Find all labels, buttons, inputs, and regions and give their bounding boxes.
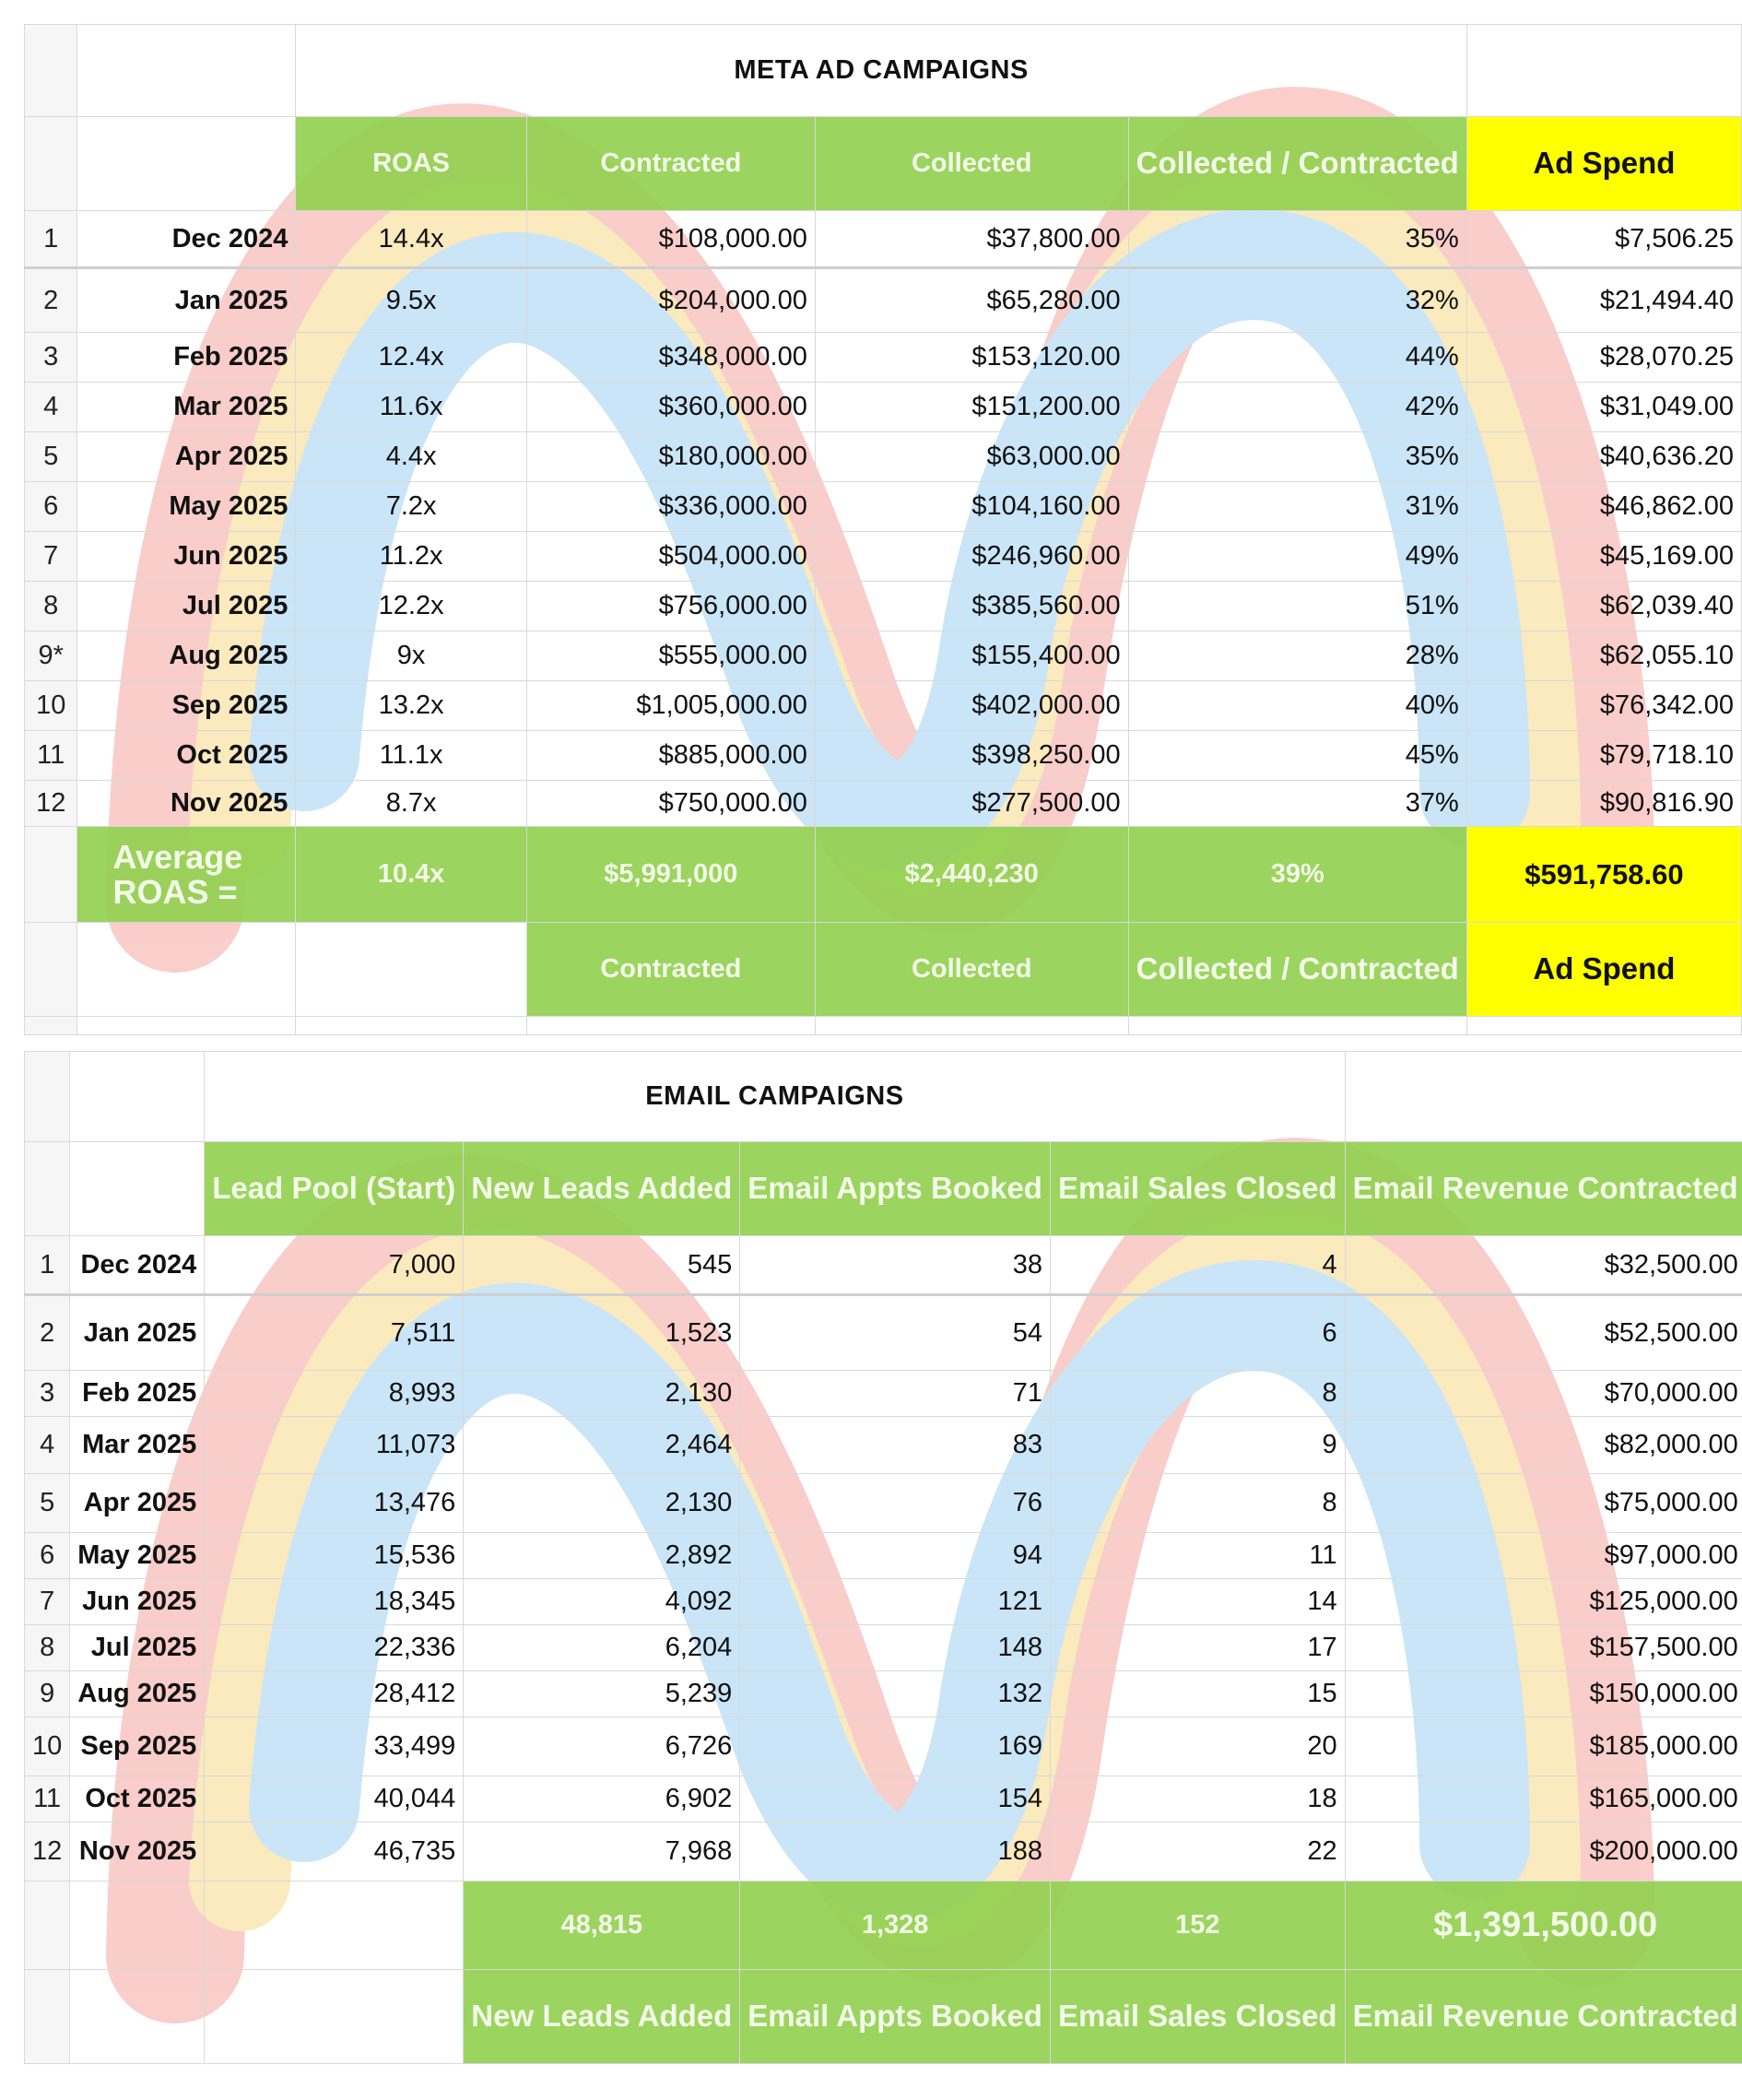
header-collected[interactable]: Collected	[815, 117, 1128, 211]
footer-email-sales[interactable]: Email Sales Closed	[1050, 1970, 1345, 2064]
email-revenue-cell[interactable]: $165,000.00	[1345, 1776, 1742, 1823]
header-new-leads[interactable]: New Leads Added	[464, 1142, 740, 1236]
roas-cell[interactable]: 11.6x	[296, 383, 527, 432]
table-row	[25, 268, 1742, 333]
table-row	[25, 1533, 1742, 1579]
lead-pool-cell[interactable]: 7,000	[205, 1236, 464, 1295]
table-row	[25, 482, 1742, 532]
lead-pool-cell[interactable]: 7,511	[205, 1295, 464, 1371]
month-cell[interactable]: Apr 2025	[70, 1474, 205, 1533]
table-row	[25, 1625, 1742, 1671]
email-header-row	[25, 1142, 1742, 1236]
row-number: 4	[25, 383, 77, 432]
row-number: 7	[25, 532, 77, 582]
month-cell[interactable]: Dec 2024	[70, 1236, 205, 1295]
email-revenue-cell[interactable]: $185,000.00	[1345, 1717, 1742, 1776]
roas-cell[interactable]: 11.2x	[296, 532, 527, 582]
title-row	[25, 25, 1742, 117]
email-appts-cell[interactable]: 94	[740, 1533, 1051, 1579]
new-leads-cell[interactable]: 2,464	[464, 1417, 740, 1474]
row-number: 11	[25, 731, 77, 781]
header-ad-spend[interactable]: Ad Spend	[1466, 117, 1741, 211]
row-number: 12	[25, 781, 77, 827]
table-row	[25, 333, 1742, 383]
roas-cell[interactable]: 13.2x	[296, 681, 527, 731]
month-cell[interactable]: Jul 2025	[77, 582, 296, 631]
roas-cell[interactable]: 9.5x	[296, 268, 527, 333]
contracted-cell[interactable]: $108,000.00	[526, 211, 815, 268]
lead-pool-cell[interactable]: 18,345	[205, 1579, 464, 1625]
ad-spend-cell[interactable]: $62,039.40	[1466, 582, 1741, 631]
meta-totals-row	[25, 827, 1742, 923]
ratio-cell[interactable]: 32%	[1128, 268, 1466, 333]
footer-collected-contracted[interactable]: Collected / Contracted	[1128, 923, 1466, 1017]
email-sales-cell[interactable]: 6	[1050, 1295, 1345, 1371]
collected-cell[interactable]: $385,560.00	[815, 582, 1128, 631]
email-sales-cell[interactable]: 9	[1050, 1417, 1345, 1474]
new-leads-cell[interactable]: 6,902	[464, 1776, 740, 1823]
ratio-cell[interactable]: 44%	[1128, 333, 1466, 383]
email-appts-cell[interactable]: 148	[740, 1625, 1051, 1671]
table-row	[25, 1295, 1742, 1371]
email-sales-cell[interactable]: 18	[1050, 1776, 1345, 1823]
table-row	[25, 681, 1742, 731]
new-leads-cell[interactable]: 5,239	[464, 1671, 740, 1717]
ad-spend-cell[interactable]: $45,169.00	[1466, 532, 1741, 582]
month-cell[interactable]: Dec 2024	[77, 211, 296, 268]
email-revenue-cell[interactable]: $82,000.00	[1345, 1417, 1742, 1474]
lead-pool-cell[interactable]: 22,336	[205, 1625, 464, 1671]
roas-cell[interactable]: 9x	[296, 631, 527, 681]
email-revenue-cell[interactable]: $157,500.00	[1345, 1625, 1742, 1671]
table-row	[25, 1474, 1742, 1533]
lead-pool-cell[interactable]: 8,993	[205, 1371, 464, 1417]
table-row	[25, 1717, 1742, 1776]
table-row	[25, 1417, 1742, 1474]
email-sales-cell[interactable]: 14	[1050, 1579, 1345, 1625]
email-sales-cell[interactable]: 8	[1050, 1474, 1345, 1533]
total-email-revenue[interactable]: $1,391,500.00	[1345, 1882, 1742, 1970]
meta-ad-campaigns-sheet	[24, 24, 1742, 1035]
table-row	[25, 1823, 1742, 1882]
roas-cell[interactable]: 11.1x	[296, 731, 527, 781]
footer-new-leads[interactable]: New Leads Added	[464, 1970, 740, 2064]
collected-cell[interactable]: $246,960.00	[815, 532, 1128, 582]
header-email-revenue[interactable]: Email Revenue Contracted	[1345, 1142, 1742, 1236]
ratio-cell[interactable]: 49%	[1128, 532, 1466, 582]
roas-cell[interactable]: 7.2x	[296, 482, 527, 532]
email-revenue-cell[interactable]: $75,000.00	[1345, 1474, 1742, 1533]
collected-cell[interactable]: $63,000.00	[815, 432, 1128, 482]
contracted-cell[interactable]: $348,000.00	[526, 333, 815, 383]
contracted-cell[interactable]: $555,000.00	[526, 631, 815, 681]
row-number: 5	[25, 1474, 70, 1533]
table-row	[25, 631, 1742, 681]
ratio-cell[interactable]: 28%	[1128, 631, 1466, 681]
row-number: 1	[25, 211, 77, 268]
roas-cell[interactable]: 12.2x	[296, 582, 527, 631]
lead-pool-cell[interactable]: 40,044	[205, 1776, 464, 1823]
new-leads-cell[interactable]: 1,523	[464, 1295, 740, 1371]
row-number: 10	[25, 1717, 70, 1776]
meta-title: META AD CAMPAIGNS	[296, 25, 1467, 117]
ad-spend-cell[interactable]: $90,816.90	[1466, 781, 1741, 827]
row-number: 8	[25, 582, 77, 631]
roas-cell[interactable]: 4.4x	[296, 432, 527, 482]
row-number: 1	[25, 1236, 70, 1295]
email-sales-cell[interactable]: 20	[1050, 1717, 1345, 1776]
ratio-cell[interactable]: 37%	[1128, 781, 1466, 827]
footer-ad-spend[interactable]: Ad Spend	[1466, 923, 1741, 1017]
contracted-cell[interactable]: $180,000.00	[526, 432, 815, 482]
email-totals-row	[25, 1882, 1742, 1970]
meta-footer-row	[25, 923, 1742, 1017]
total-contracted[interactable]: $5,991,000	[526, 827, 815, 923]
meta-header-row	[25, 117, 1742, 211]
month-cell[interactable]: Mar 2025	[70, 1417, 205, 1474]
email-title: EMAIL CAMPAIGNS	[205, 1052, 1345, 1142]
total-ad-spend[interactable]: $591,758.60	[1466, 827, 1741, 923]
month-cell[interactable]: Jul 2025	[70, 1625, 205, 1671]
email-appts-cell[interactable]: 154	[740, 1776, 1051, 1823]
contracted-cell[interactable]: $1,005,000.00	[526, 681, 815, 731]
month-cell[interactable]: Apr 2025	[77, 432, 296, 482]
collected-cell[interactable]: $37,800.00	[815, 211, 1128, 268]
month-cell[interactable]: Oct 2025	[70, 1776, 205, 1823]
row-number: 2	[25, 268, 77, 333]
lead-pool-cell[interactable]: 13,476	[205, 1474, 464, 1533]
contracted-cell[interactable]: $885,000.00	[526, 731, 815, 781]
table-row	[25, 781, 1742, 827]
ratio-cell[interactable]: 42%	[1128, 383, 1466, 432]
row-number: 11	[25, 1776, 70, 1823]
email-appts-cell[interactable]: 121	[740, 1579, 1051, 1625]
row-number: 7	[25, 1579, 70, 1625]
lead-pool-cell[interactable]: 28,412	[205, 1671, 464, 1717]
table-row	[25, 1671, 1742, 1717]
new-leads-cell[interactable]: 7,968	[464, 1823, 740, 1882]
ad-spend-cell[interactable]: $76,342.00	[1466, 681, 1741, 731]
month-cell[interactable]: Sep 2025	[70, 1717, 205, 1776]
ad-spend-cell[interactable]: $28,070.25	[1466, 333, 1741, 383]
new-leads-cell[interactable]: 4,092	[464, 1579, 740, 1625]
email-revenue-cell[interactable]: $150,000.00	[1345, 1671, 1742, 1717]
month-cell[interactable]: Jan 2025	[77, 268, 296, 333]
new-leads-cell[interactable]: 545	[464, 1236, 740, 1295]
month-cell[interactable]: Aug 2025	[70, 1671, 205, 1717]
collected-cell[interactable]: $151,200.00	[815, 383, 1128, 432]
contracted-cell[interactable]: $360,000.00	[526, 383, 815, 432]
contracted-cell[interactable]: $204,000.00	[526, 268, 815, 333]
email-sales-cell[interactable]: 8	[1050, 1371, 1345, 1417]
ratio-cell[interactable]: 45%	[1128, 731, 1466, 781]
email-appts-cell[interactable]: 169	[740, 1717, 1051, 1776]
total-new-leads[interactable]: 48,815	[464, 1882, 740, 1970]
ad-spend-cell[interactable]: $21,494.40	[1466, 268, 1741, 333]
ad-spend-cell[interactable]: $46,862.00	[1466, 482, 1741, 532]
ad-spend-cell[interactable]: $40,636.20	[1466, 432, 1741, 482]
email-sales-cell[interactable]: 11	[1050, 1533, 1345, 1579]
new-leads-cell[interactable]: 6,726	[464, 1717, 740, 1776]
table-row	[25, 532, 1742, 582]
total-collected[interactable]: $2,440,230	[815, 827, 1128, 923]
row-number: 4	[25, 1417, 70, 1474]
table-row	[25, 432, 1742, 482]
row-number: 6	[25, 1533, 70, 1579]
collected-cell[interactable]: $402,000.00	[815, 681, 1128, 731]
collected-cell[interactable]: $155,400.00	[815, 631, 1128, 681]
email-appts-cell[interactable]: 76	[740, 1474, 1051, 1533]
row-number: 3	[25, 333, 77, 383]
table-row	[25, 731, 1742, 781]
contracted-cell[interactable]: $504,000.00	[526, 532, 815, 582]
month-cell[interactable]: Oct 2025	[77, 731, 296, 781]
collected-cell[interactable]: $104,160.00	[815, 482, 1128, 532]
roas-cell[interactable]: 12.4x	[296, 333, 527, 383]
roas-cell[interactable]: 8.7x	[296, 781, 527, 827]
new-leads-cell[interactable]: 2,130	[464, 1474, 740, 1533]
email-appts-cell[interactable]: 38	[740, 1236, 1051, 1295]
new-leads-cell[interactable]: 6,204	[464, 1625, 740, 1671]
row-number: 9*	[25, 631, 77, 681]
email-appts-cell[interactable]: 188	[740, 1823, 1051, 1882]
lead-pool-cell[interactable]: 33,499	[205, 1717, 464, 1776]
row-number: 9	[25, 1671, 70, 1717]
collected-cell[interactable]: $65,280.00	[815, 268, 1128, 333]
month-cell[interactable]: Sep 2025	[77, 681, 296, 731]
email-appts-cell[interactable]: 132	[740, 1671, 1051, 1717]
month-cell[interactable]: Nov 2025	[77, 781, 296, 827]
total-roas[interactable]: 10.4x	[296, 827, 527, 923]
row-number: 2	[25, 1295, 70, 1371]
email-appts-cell[interactable]: 71	[740, 1371, 1051, 1417]
month-cell[interactable]: May 2025	[70, 1533, 205, 1579]
month-cell[interactable]: Feb 2025	[70, 1371, 205, 1417]
table-row	[25, 383, 1742, 432]
ad-spend-cell[interactable]: $7,506.25	[1466, 211, 1741, 268]
header-email-sales[interactable]: Email Sales Closed	[1050, 1142, 1345, 1236]
email-sales-cell[interactable]: 17	[1050, 1625, 1345, 1671]
contracted-cell[interactable]: $756,000.00	[526, 582, 815, 631]
footer-email-revenue[interactable]: Email Revenue Contracted	[1345, 1970, 1742, 2064]
email-sales-cell[interactable]: 15	[1050, 1671, 1345, 1717]
ratio-cell[interactable]: 35%	[1128, 432, 1466, 482]
email-sales-cell[interactable]: 22	[1050, 1823, 1345, 1882]
ratio-cell[interactable]: 40%	[1128, 681, 1466, 731]
header-lead-pool[interactable]: Lead Pool (Start)	[205, 1142, 464, 1236]
email-revenue-cell[interactable]: $125,000.00	[1345, 1579, 1742, 1625]
table-row	[25, 1776, 1742, 1823]
month-cell[interactable]: Jun 2025	[70, 1579, 205, 1625]
month-cell[interactable]: May 2025	[77, 482, 296, 532]
row-number: 10	[25, 681, 77, 731]
contracted-cell[interactable]: $336,000.00	[526, 482, 815, 532]
email-revenue-cell[interactable]: $200,000.00	[1345, 1823, 1742, 1882]
title-row	[25, 1052, 1742, 1142]
month-cell[interactable]: Mar 2025	[77, 383, 296, 432]
lead-pool-cell[interactable]: 15,536	[205, 1533, 464, 1579]
lead-pool-cell[interactable]: 11,073	[205, 1417, 464, 1474]
total-ratio[interactable]: 39%	[1128, 827, 1466, 923]
month-cell[interactable]: Feb 2025	[77, 333, 296, 383]
row-number: 8	[25, 1625, 70, 1671]
ad-spend-cell[interactable]: $62,055.10	[1466, 631, 1741, 681]
table-row	[25, 211, 1742, 268]
roas-cell[interactable]: 14.4x	[296, 211, 527, 268]
email-appts-cell[interactable]: 83	[740, 1417, 1051, 1474]
header-collected-contracted[interactable]: Collected / Contracted	[1128, 117, 1466, 211]
email-campaigns-table	[24, 1051, 1742, 2064]
ratio-cell[interactable]: 51%	[1128, 582, 1466, 631]
email-revenue-cell[interactable]: $70,000.00	[1345, 1371, 1742, 1417]
total-email-appts[interactable]: 1,328	[740, 1882, 1051, 1970]
contracted-cell[interactable]: $750,000.00	[526, 781, 815, 827]
new-leads-cell[interactable]: 2,130	[464, 1371, 740, 1417]
header-email-appts[interactable]: Email Appts Booked	[740, 1142, 1051, 1236]
table-row	[25, 582, 1742, 631]
meta-ad-campaigns-table	[24, 24, 1742, 1035]
email-revenue-cell[interactable]: $97,000.00	[1345, 1533, 1742, 1579]
ratio-cell[interactable]: 31%	[1128, 482, 1466, 532]
ratio-cell[interactable]: 35%	[1128, 211, 1466, 268]
month-cell[interactable]: Jan 2025	[70, 1295, 205, 1371]
table-row	[25, 1579, 1742, 1625]
total-email-sales[interactable]: 152	[1050, 1882, 1345, 1970]
row-number: 6	[25, 482, 77, 532]
ad-spend-cell[interactable]: $31,049.00	[1466, 383, 1741, 432]
header-contracted[interactable]: Contracted	[526, 117, 815, 211]
ad-spend-cell[interactable]: $79,718.10	[1466, 731, 1741, 781]
email-campaigns-sheet	[24, 1051, 1742, 2064]
email-sales-cell[interactable]: 4	[1050, 1236, 1345, 1295]
spacer-row	[25, 1017, 1742, 1035]
table-row	[25, 1371, 1742, 1417]
average-roas-label[interactable]: Average ROAS =	[77, 827, 296, 923]
collected-cell[interactable]: $153,120.00	[815, 333, 1128, 383]
month-cell[interactable]: Jun 2025	[77, 532, 296, 582]
email-footer-row	[25, 1970, 1742, 2064]
month-cell[interactable]: Nov 2025	[70, 1823, 205, 1882]
row-number: 12	[25, 1823, 70, 1882]
month-cell[interactable]: Aug 2025	[77, 631, 296, 681]
new-leads-cell[interactable]: 2,892	[464, 1533, 740, 1579]
email-revenue-cell[interactable]: $52,500.00	[1345, 1295, 1742, 1371]
email-revenue-cell[interactable]: $32,500.00	[1345, 1236, 1742, 1295]
collected-cell[interactable]: $277,500.00	[815, 781, 1128, 827]
footer-email-appts[interactable]: Email Appts Booked	[740, 1970, 1051, 2064]
footer-collected[interactable]: Collected	[815, 923, 1128, 1017]
footer-contracted[interactable]: Contracted	[526, 923, 815, 1017]
lead-pool-cell[interactable]: 46,735	[205, 1823, 464, 1882]
header-roas[interactable]: ROAS	[296, 117, 527, 211]
table-row	[25, 1236, 1742, 1295]
row-number: 5	[25, 432, 77, 482]
collected-cell[interactable]: $398,250.00	[815, 731, 1128, 781]
email-appts-cell[interactable]: 54	[740, 1295, 1051, 1371]
row-number: 3	[25, 1371, 70, 1417]
